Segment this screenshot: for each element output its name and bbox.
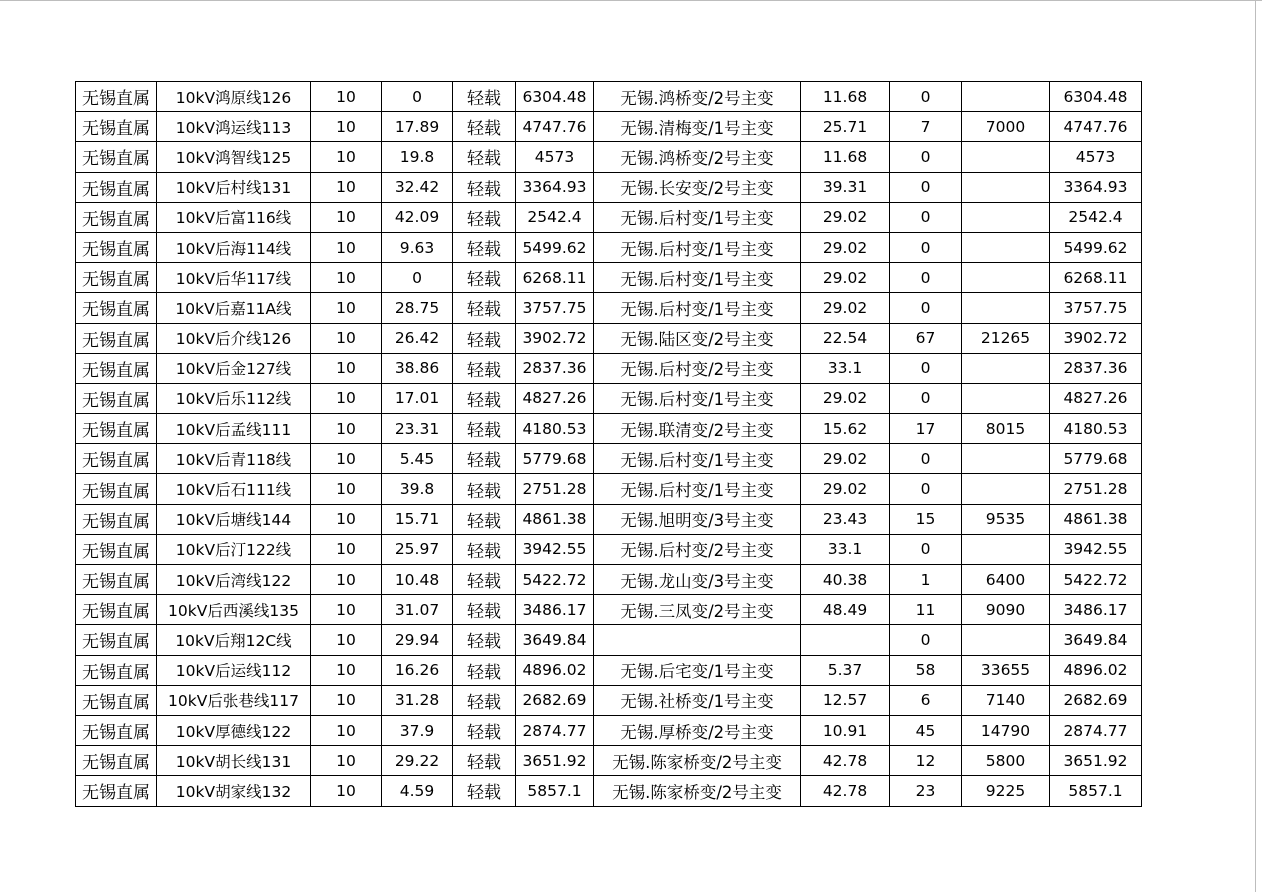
table-cell: 无锡直属 (76, 625, 157, 655)
table-cell: 29.02 (801, 444, 890, 474)
table-cell: 2682.69 (1050, 685, 1142, 715)
table-cell: 33.1 (801, 534, 890, 564)
table-cell: 9535 (962, 504, 1050, 534)
table-cell: 3486.17 (516, 595, 594, 625)
table-cell: 无锡.后村变/2号主变 (594, 353, 801, 383)
table-cell: 轻载 (453, 112, 516, 142)
table-row (76, 112, 1142, 142)
table-cell: 17.89 (382, 112, 453, 142)
table-cell: 轻载 (453, 595, 516, 625)
table-row (76, 383, 1142, 413)
table-cell: 10kV鸿原线126 (157, 82, 311, 112)
table-row (76, 534, 1142, 564)
table-cell (962, 534, 1050, 564)
table-cell: 42.78 (801, 746, 890, 776)
table-cell: 11 (890, 595, 962, 625)
table-cell: 10 (311, 232, 382, 262)
table-cell: 轻载 (453, 746, 516, 776)
table-cell: 10.48 (382, 565, 453, 595)
table-cell: 轻载 (453, 504, 516, 534)
table-cell: 23.43 (801, 504, 890, 534)
table-cell: 29.94 (382, 625, 453, 655)
table-cell (962, 263, 1050, 293)
table-cell: 19.8 (382, 142, 453, 172)
table-cell: 无锡.清梅变/1号主变 (594, 112, 801, 142)
table-cell (962, 383, 1050, 413)
table-cell: 无锡.后村变/1号主变 (594, 263, 801, 293)
table-row (76, 776, 1142, 806)
table-cell: 17.01 (382, 383, 453, 413)
table-cell: 2837.36 (1050, 353, 1142, 383)
table-cell: 3651.92 (516, 746, 594, 776)
table-cell: 轻载 (453, 383, 516, 413)
table-cell: 0 (890, 474, 962, 504)
table-row (76, 504, 1142, 534)
table-cell (801, 625, 890, 655)
table-cell: 10kV后村线131 (157, 172, 311, 202)
table-cell: 10 (311, 293, 382, 323)
table-cell: 无锡.后村变/1号主变 (594, 202, 801, 232)
table-cell: 4.59 (382, 776, 453, 806)
table-cell: 5499.62 (1050, 232, 1142, 262)
table-cell: 轻载 (453, 776, 516, 806)
table-cell: 29.02 (801, 293, 890, 323)
table-cell: 39.31 (801, 172, 890, 202)
table-cell: 无锡.后村变/1号主变 (594, 232, 801, 262)
table-cell: 4747.76 (1050, 112, 1142, 142)
table-cell: 轻载 (453, 142, 516, 172)
table-cell: 无锡直属 (76, 172, 157, 202)
table-cell: 10 (311, 82, 382, 112)
table-cell: 29.02 (801, 383, 890, 413)
table-cell: 4747.76 (516, 112, 594, 142)
table-cell: 11.68 (801, 82, 890, 112)
table-cell: 31.07 (382, 595, 453, 625)
table-cell: 轻载 (453, 414, 516, 444)
table-cell: 22.54 (801, 323, 890, 353)
feeder-load-table (75, 81, 1142, 807)
table-cell: 无锡直属 (76, 595, 157, 625)
table-cell: 2751.28 (1050, 474, 1142, 504)
table-row (76, 293, 1142, 323)
table-cell: 无锡.旭明变/3号主变 (594, 504, 801, 534)
table-cell: 10 (311, 172, 382, 202)
table-cell: 无锡直属 (76, 293, 157, 323)
table-cell: 42.78 (801, 776, 890, 806)
table-cell: 10kV厚德线122 (157, 715, 311, 745)
table-cell: 10kV鸿智线125 (157, 142, 311, 172)
table-cell: 3757.75 (516, 293, 594, 323)
table-cell: 0 (890, 232, 962, 262)
table-cell: 10kV鸿运线113 (157, 112, 311, 142)
table-cell: 0 (890, 353, 962, 383)
table-cell: 10kV后富116线 (157, 202, 311, 232)
table-cell: 10 (311, 715, 382, 745)
table-cell (962, 474, 1050, 504)
table-cell: 无锡直属 (76, 82, 157, 112)
table-cell: 无锡直属 (76, 232, 157, 262)
table-cell: 5.37 (801, 655, 890, 685)
table-cell: 10kV胡家线132 (157, 776, 311, 806)
table-cell: 轻载 (453, 565, 516, 595)
table-cell: 10kV胡长线131 (157, 746, 311, 776)
table-cell: 0 (382, 263, 453, 293)
table-cell: 3649.84 (516, 625, 594, 655)
table-cell: 38.86 (382, 353, 453, 383)
table-cell: 无锡.联清变/2号主变 (594, 414, 801, 444)
table-cell: 轻载 (453, 263, 516, 293)
table-cell: 无锡.鸿桥变/2号主变 (594, 82, 801, 112)
table-cell: 5857.1 (516, 776, 594, 806)
table-cell: 无锡.鸿桥变/2号主变 (594, 142, 801, 172)
table-cell: 无锡.陈家桥变/2号主变 (594, 746, 801, 776)
table-cell: 轻载 (453, 715, 516, 745)
table-cell: 23 (890, 776, 962, 806)
table-cell: 5499.62 (516, 232, 594, 262)
table-cell: 无锡.社桥变/1号主变 (594, 685, 801, 715)
table-cell: 29.02 (801, 474, 890, 504)
table-cell: 8015 (962, 414, 1050, 444)
table-row (76, 474, 1142, 504)
table-cell: 10kV后翔12C线 (157, 625, 311, 655)
table-cell: 无锡.长安变/2号主变 (594, 172, 801, 202)
table-cell: 58 (890, 655, 962, 685)
table-cell: 10kV后西溪线135 (157, 595, 311, 625)
table-cell: 10 (311, 323, 382, 353)
table-cell: 无锡.后村变/1号主变 (594, 444, 801, 474)
table-cell: 28.75 (382, 293, 453, 323)
table-cell: 无锡直属 (76, 655, 157, 685)
table-cell: 6 (890, 685, 962, 715)
table-cell: 6304.48 (516, 82, 594, 112)
table-cell (962, 293, 1050, 323)
table-cell: 29.22 (382, 746, 453, 776)
table-cell: 10kV后张巷线117 (157, 685, 311, 715)
table-cell: 2874.77 (1050, 715, 1142, 745)
table-cell (962, 232, 1050, 262)
table-cell: 3902.72 (516, 323, 594, 353)
table-cell: 10kV后海114线 (157, 232, 311, 262)
table-row (76, 82, 1142, 112)
table-cell: 3649.84 (1050, 625, 1142, 655)
table-row (76, 715, 1142, 745)
table-cell: 10kV后运线112 (157, 655, 311, 685)
table-cell: 轻载 (453, 172, 516, 202)
table-cell: 10 (311, 142, 382, 172)
table-cell: 3942.55 (516, 534, 594, 564)
table-cell: 无锡直属 (76, 383, 157, 413)
table-cell: 无锡.后宅变/1号主变 (594, 655, 801, 685)
table-cell: 轻载 (453, 655, 516, 685)
table-cell: 0 (890, 625, 962, 655)
table-cell: 4827.26 (1050, 383, 1142, 413)
table-cell: 10 (311, 565, 382, 595)
table-cell: 10kV后华117线 (157, 263, 311, 293)
table-cell: 48.49 (801, 595, 890, 625)
table-cell: 3942.55 (1050, 534, 1142, 564)
table-cell: 15.62 (801, 414, 890, 444)
table-cell: 31.28 (382, 685, 453, 715)
table-cell: 无锡直属 (76, 776, 157, 806)
table-cell: 10 (311, 353, 382, 383)
table-cell: 25.71 (801, 112, 890, 142)
table-cell: 9090 (962, 595, 1050, 625)
table-cell: 无锡直属 (76, 504, 157, 534)
table-cell: 14790 (962, 715, 1050, 745)
table-cell: 5779.68 (1050, 444, 1142, 474)
table-cell: 6268.11 (516, 263, 594, 293)
page-right-border (1255, 0, 1256, 892)
table-cell: 7000 (962, 112, 1050, 142)
table-cell: 10kV后青118线 (157, 444, 311, 474)
table-cell: 2837.36 (516, 353, 594, 383)
table-row (76, 202, 1142, 232)
table-cell: 1 (890, 565, 962, 595)
table-cell (962, 82, 1050, 112)
table-cell: 5422.72 (1050, 565, 1142, 595)
table-cell: 10 (311, 746, 382, 776)
table-cell: 无锡直属 (76, 142, 157, 172)
table-cell: 10kV后湾线122 (157, 565, 311, 595)
table-cell: 无锡.龙山变/3号主变 (594, 565, 801, 595)
table-cell: 4827.26 (516, 383, 594, 413)
table-cell: 10 (311, 414, 382, 444)
table-cell: 42.09 (382, 202, 453, 232)
table-cell: 4180.53 (1050, 414, 1142, 444)
table-row (76, 595, 1142, 625)
table-cell: 无锡.三凤变/2号主变 (594, 595, 801, 625)
table-cell: 0 (890, 383, 962, 413)
table-cell: 67 (890, 323, 962, 353)
table-cell: 无锡.陆区变/2号主变 (594, 323, 801, 353)
table-cell: 无锡.后村变/1号主变 (594, 383, 801, 413)
table-cell: 2542.4 (516, 202, 594, 232)
table-row (76, 685, 1142, 715)
table-cell: 轻载 (453, 232, 516, 262)
table-cell: 无锡直属 (76, 353, 157, 383)
table-cell: 轻载 (453, 323, 516, 353)
table-cell: 21265 (962, 323, 1050, 353)
table-cell: 2751.28 (516, 474, 594, 504)
table-cell: 29.02 (801, 232, 890, 262)
table-row (76, 625, 1142, 655)
table-cell: 10 (311, 655, 382, 685)
table-cell: 无锡直属 (76, 202, 157, 232)
table-cell: 4573 (1050, 142, 1142, 172)
table-cell: 12.57 (801, 685, 890, 715)
table-cell: 10kV后孟线111 (157, 414, 311, 444)
table-cell: 39.8 (382, 474, 453, 504)
table-cell: 5422.72 (516, 565, 594, 595)
table-cell: 轻载 (453, 534, 516, 564)
table-cell: 无锡.后村变/2号主变 (594, 534, 801, 564)
table-cell: 10 (311, 112, 382, 142)
table-cell: 40.38 (801, 565, 890, 595)
table-cell: 无锡直属 (76, 565, 157, 595)
table-cell: 10 (311, 263, 382, 293)
table-cell: 4896.02 (1050, 655, 1142, 685)
table-cell: 7 (890, 112, 962, 142)
table-cell: 11.68 (801, 142, 890, 172)
table-row (76, 263, 1142, 293)
table-row (76, 323, 1142, 353)
table-cell: 0 (890, 263, 962, 293)
table-cell (962, 353, 1050, 383)
table-cell: 轻载 (453, 82, 516, 112)
table-row (76, 655, 1142, 685)
table-cell: 10 (311, 685, 382, 715)
table-cell: 10kV后介线126 (157, 323, 311, 353)
table-cell: 29.02 (801, 263, 890, 293)
table-cell: 0 (890, 534, 962, 564)
table-cell: 10 (311, 776, 382, 806)
table-cell: 10kV后金127线 (157, 353, 311, 383)
table-cell: 10.91 (801, 715, 890, 745)
table-row (76, 565, 1142, 595)
table-row (76, 414, 1142, 444)
table-cell: 9225 (962, 776, 1050, 806)
table-cell: 2542.4 (1050, 202, 1142, 232)
table-cell: 29.02 (801, 202, 890, 232)
table-cell: 10 (311, 625, 382, 655)
table-cell: 轻载 (453, 474, 516, 504)
table-cell: 4180.53 (516, 414, 594, 444)
table-cell: 3364.93 (1050, 172, 1142, 202)
table-cell: 4861.38 (1050, 504, 1142, 534)
table-cell: 0 (382, 82, 453, 112)
table-cell: 4896.02 (516, 655, 594, 685)
table-row (76, 232, 1142, 262)
table-row (76, 142, 1142, 172)
table-cell: 5857.1 (1050, 776, 1142, 806)
table-cell: 0 (890, 202, 962, 232)
table-cell: 轻载 (453, 202, 516, 232)
table-cell: 10 (311, 474, 382, 504)
table-cell: 17 (890, 414, 962, 444)
table-cell: 10kV后塘线144 (157, 504, 311, 534)
page-top-border (0, 0, 1262, 1)
table-cell: 无锡直属 (76, 474, 157, 504)
table-cell: 15 (890, 504, 962, 534)
table-row (76, 353, 1142, 383)
table-cell: 轻载 (453, 353, 516, 383)
table-cell: 23.31 (382, 414, 453, 444)
table-cell: 4861.38 (516, 504, 594, 534)
table-cell: 10kV后嘉11A线 (157, 293, 311, 323)
table-cell: 无锡直属 (76, 263, 157, 293)
table-cell: 25.97 (382, 534, 453, 564)
table-cell: 6304.48 (1050, 82, 1142, 112)
table-cell: 无锡直属 (76, 685, 157, 715)
table-cell: 无锡.后村变/1号主变 (594, 293, 801, 323)
table-cell: 无锡直属 (76, 414, 157, 444)
table-cell: 0 (890, 444, 962, 474)
table-cell: 10 (311, 202, 382, 232)
table-cell: 0 (890, 82, 962, 112)
table-cell: 无锡直属 (76, 112, 157, 142)
table-row (76, 172, 1142, 202)
table-cell: 32.42 (382, 172, 453, 202)
table-body (76, 82, 1142, 807)
table-cell: 7140 (962, 685, 1050, 715)
table-cell (962, 202, 1050, 232)
table-cell: 2682.69 (516, 685, 594, 715)
table-cell (962, 172, 1050, 202)
table-cell: 无锡直属 (76, 444, 157, 474)
table-cell: 3902.72 (1050, 323, 1142, 353)
table-cell (962, 444, 1050, 474)
table-cell: 26.42 (382, 323, 453, 353)
table-row (76, 746, 1142, 776)
table-cell: 无锡.厚桥变/2号主变 (594, 715, 801, 745)
table-cell: 33655 (962, 655, 1050, 685)
table-cell: 10 (311, 504, 382, 534)
table-cell: 轻载 (453, 293, 516, 323)
table-cell: 4573 (516, 142, 594, 172)
table-cell: 轻载 (453, 444, 516, 474)
table-cell: 3757.75 (1050, 293, 1142, 323)
table-cell (962, 142, 1050, 172)
table-cell: 0 (890, 293, 962, 323)
table-cell: 37.9 (382, 715, 453, 745)
table-cell: 3486.17 (1050, 595, 1142, 625)
table-cell: 9.63 (382, 232, 453, 262)
table-cell: 3651.92 (1050, 746, 1142, 776)
table-row (76, 444, 1142, 474)
table-cell: 无锡.后村变/1号主变 (594, 474, 801, 504)
table-cell: 5779.68 (516, 444, 594, 474)
table-cell: 15.71 (382, 504, 453, 534)
table-cell: 33.1 (801, 353, 890, 383)
table-cell: 5800 (962, 746, 1050, 776)
table-cell: 无锡直属 (76, 715, 157, 745)
table-cell: 6400 (962, 565, 1050, 595)
table-cell (962, 625, 1050, 655)
table-cell: 12 (890, 746, 962, 776)
table-cell: 10 (311, 444, 382, 474)
table-cell: 无锡.陈家桥变/2号主变 (594, 776, 801, 806)
table-cell: 10kV后乐112线 (157, 383, 311, 413)
table-cell: 0 (890, 142, 962, 172)
table-cell: 10kV后汀122线 (157, 534, 311, 564)
table-cell: 45 (890, 715, 962, 745)
table-cell: 无锡直属 (76, 534, 157, 564)
table-cell: 2874.77 (516, 715, 594, 745)
table-cell: 轻载 (453, 625, 516, 655)
table-cell: 10 (311, 383, 382, 413)
table-cell: 10kV后石111线 (157, 474, 311, 504)
table-cell: 10 (311, 534, 382, 564)
table-cell: 10 (311, 595, 382, 625)
table-cell: 无锡直属 (76, 323, 157, 353)
table-cell: 0 (890, 172, 962, 202)
table-cell: 3364.93 (516, 172, 594, 202)
table-cell: 轻载 (453, 685, 516, 715)
table-cell: 16.26 (382, 655, 453, 685)
table-cell: 5.45 (382, 444, 453, 474)
table-cell: 无锡直属 (76, 746, 157, 776)
table-cell (594, 625, 801, 655)
table-cell: 6268.11 (1050, 263, 1142, 293)
